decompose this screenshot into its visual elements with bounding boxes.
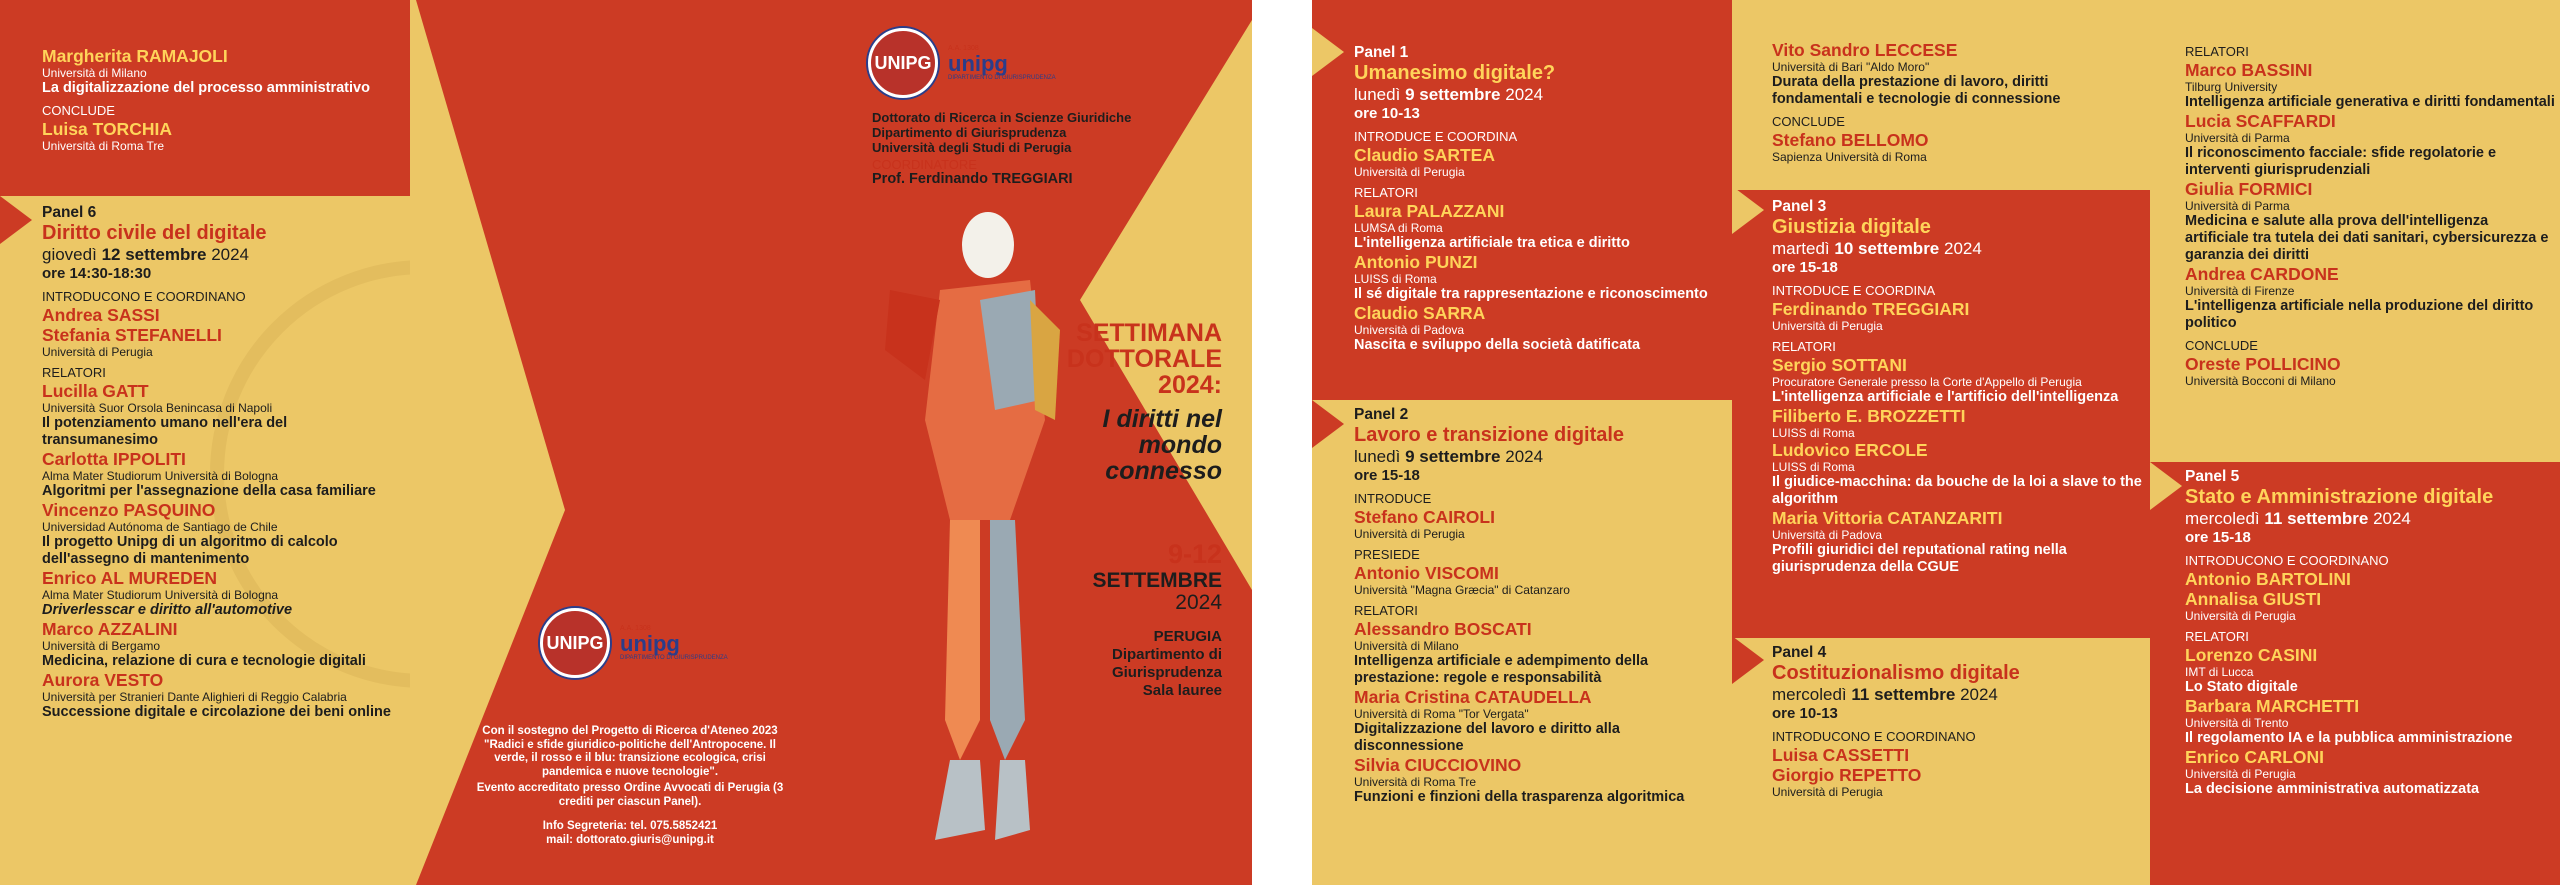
- speakers-label: RELATORI: [42, 365, 106, 380]
- speaker-name: Margherita RAMAJOLI: [42, 46, 228, 66]
- talk-title: La digitalizzazione del processo amministrativo: [42, 80, 370, 96]
- speaker-item: Aurora VESTO Università per Stranieri Dante Alighieri di Reggio Calabria Successione digitale e circolazione dei beni online: [42, 670, 391, 720]
- event-title: SETTIMANA DOTTORALE 2024:: [1066, 319, 1222, 399]
- panel-number: Panel 4: [1772, 644, 1827, 661]
- coordinator-university: Università di Perugia: [1354, 165, 1465, 179]
- speaker-list: [42, 381, 402, 721]
- speaker-item: Antonio PUNZI LUISS di Roma Il sé digitale tra rappresentazione e riconoscimento: [1354, 252, 1708, 302]
- presides-name: Antonio VISCOMI: [1354, 563, 1499, 583]
- panel-time: ore 10-13: [1354, 105, 1420, 122]
- panel2: [1354, 406, 1724, 806]
- panel-date: lunedì 9 settembre 2024: [1354, 447, 1544, 466]
- talk-title: L'intelligenza artificiale e l'artificio dell'intelligenza: [1772, 389, 2119, 405]
- seal-icon: UNIPG: [868, 28, 938, 98]
- speaker-item: Alessandro BOSCATI Università di Milano Intelligenza artificiale e adempimento della prestazione: regole e responsabilità: [1354, 619, 1649, 686]
- panel-time: ore 15-18: [2185, 529, 2251, 546]
- right-column-3: [2150, 0, 2560, 885]
- event-subtitle: I diritti nel mondo connesso: [1102, 405, 1222, 485]
- event-month: SETTEMBRE: [1092, 569, 1222, 592]
- presides-label: PRESIEDE: [1354, 547, 1420, 562]
- coordinator-university: Università di Perugia: [1772, 319, 1883, 333]
- venue-block: PERUGIA Dipartimento di Giurisprudenza Sala lauree: [1111, 628, 1222, 699]
- university-logo: UNIPG A.A. 1308 unipg DIPARTIMENTO DI GIURISPRUDENZA: [540, 608, 728, 678]
- speaker-item: Lorenzo CASINI IMT di Lucca Lo Stato digitale: [2185, 645, 2318, 695]
- speaker-item: Giulia FORMICI Università di Parma Medicina e salute alla prova dell'intelligenza artificiale tra tutela dei dati sanitari, cybersicurezza e garanzia dei diritti: [2185, 179, 2549, 263]
- speaker-item: Vincenzo PASQUINO Universidad Autónoma de Santiago de Chile Il progetto Unipg di un algoritmo di calcolo dell'assegno di mantenimento: [42, 500, 338, 567]
- speaker-university: LUISS di Roma: [1772, 460, 1855, 474]
- coordinator-name: Giorgio REPETTO: [1772, 765, 1922, 785]
- speaker-name: Ludovico ERCOLE: [1772, 440, 1928, 460]
- panel-number: Panel 2: [1354, 406, 1409, 423]
- speakers-label: RELATORI: [1772, 339, 1836, 354]
- conclude-university: Sapienza Università di Roma: [1772, 150, 1927, 164]
- seal-icon: UNIPG: [540, 608, 610, 678]
- conclude-label: CONCLUDE: [2185, 338, 2258, 353]
- conclude-name: Oreste POLLICINO: [2185, 354, 2341, 374]
- panel-arrow: [1732, 186, 1764, 234]
- event-days: 9-12: [1167, 539, 1222, 569]
- panel-time: ore 14:30-18:30: [42, 265, 152, 282]
- panel3: [1772, 198, 2142, 576]
- coordinator-label: COORDINATORE: [872, 157, 977, 172]
- speaker-item: Carlotta IPPOLITI Alma Mater Studiorum Università di Bologna Algoritmi per l'assegnazione della casa familiare: [42, 449, 376, 499]
- panel-arrow: [1312, 28, 1344, 76]
- speakers-label: RELATORI: [1354, 185, 1418, 200]
- panel-title: Lavoro e transizione digitale: [1354, 424, 1625, 446]
- speaker-university: Procuratore Generale presso la Corte d'Appello di Perugia: [1772, 375, 2082, 389]
- coordinator-name: Andrea SASSI: [42, 305, 160, 325]
- conclude-label: CONCLUDE: [42, 103, 115, 118]
- speaker-item: Claudio SARRA Università di Padova Nascita e sviluppo della società datificata: [1354, 303, 1641, 353]
- panel-time: ore 15-18: [1772, 259, 1838, 276]
- unipg-wordmark: unipg: [620, 630, 680, 656]
- panel-number: Panel 3: [1772, 198, 1827, 215]
- speaker-name: Maria Vittoria CATANZARITI: [1772, 508, 2003, 528]
- coordinator-name: Annalisa GIUSTI: [2185, 589, 2322, 609]
- speaker-item: Marco AZZALINI Università di Bergamo Medicina, relazione di cura e tecnologie digitali: [42, 619, 366, 669]
- speaker-item: Barbara MARCHETTI Università di Trento Il regolamento IA e la pubblica amministrazione: [2185, 696, 2513, 746]
- panel2-continued: [1772, 40, 2142, 164]
- panel-time: ore 15-18: [1354, 467, 1420, 484]
- speaker-item: Enrico AL MUREDEN Alma Mater Studiorum Università di Bologna Driverlesscar e diritto all'automotive: [42, 568, 293, 618]
- panel-title: Costituzionalismo digitale: [1772, 662, 2020, 684]
- coordinator-name: Prof. Ferdinando TREGGIARI: [872, 171, 1073, 187]
- info-mail[interactable]: mail: dottorato.giuris@unipg.it: [546, 834, 714, 846]
- speaker-university: LUISS di Roma: [1772, 426, 1855, 440]
- coordinator-university: Università di Perugia: [42, 345, 153, 359]
- speaker-item: Enrico CARLONI Università di Perugia La decisione amministrativa automatizzata: [2185, 747, 2480, 797]
- brochure-outer-side: [0, 0, 1252, 885]
- event-year: 2024: [1175, 591, 1222, 614]
- conclude-label: CONCLUDE: [1772, 114, 1845, 129]
- panel6: [42, 204, 402, 721]
- speaker-university: Università di Padova: [1772, 528, 1883, 542]
- speaker-name: Vito Sandro LECCESE: [1772, 40, 1958, 60]
- intro-label: INTRODUCE: [1354, 491, 1432, 506]
- panel1: [1354, 44, 1724, 354]
- panel-title: Diritto civile del digitale: [42, 222, 267, 244]
- panel-date: giovedì 12 settembre 2024: [42, 245, 250, 264]
- panel6-top-block: [42, 46, 382, 153]
- organizer-line: Università degli Studi di Perugia: [872, 140, 1072, 155]
- organizer-line: Dipartimento di Giurisprudenza: [872, 125, 1067, 140]
- panel-arrow: [0, 196, 32, 244]
- panel-date: martedì 10 settembre 2024: [1772, 239, 1982, 258]
- panel-time: ore 10-13: [1772, 705, 1838, 722]
- conclude-name: Stefano BELLOMO: [1772, 130, 1929, 150]
- organizer-line: Dottorato di Ricerca in Scienze Giuridiche: [872, 110, 1132, 125]
- speaker-item: Lucilla GATT Università Suor Orsola Benincasa di Napoli Il potenziamento umano nell'era del transumanesimo: [42, 381, 288, 448]
- cover-column: [830, 0, 1252, 885]
- conclude-university: Università Bocconi di Milano: [2185, 374, 2336, 388]
- panel-number: Panel 5: [2185, 468, 2240, 485]
- cover-logo: UNIPG A.A. 1308 unipg DIPARTIMENTO DI GIURISPRUDENZA: [868, 28, 1056, 98]
- organizer-block: [872, 110, 1232, 187]
- coordinator-university: Università di Perugia: [2185, 609, 2296, 623]
- coordinator-name: Stefania STEFANELLI: [42, 325, 222, 345]
- speaker-item: Silvia CIUCCIOVINO Università di Roma Tre Funzioni e finzioni della trasparenza algoritmica: [1354, 755, 1685, 805]
- speaker-name: Filiberto E. BROZZETTI: [1772, 406, 1966, 426]
- panel-arrow: [2150, 462, 2182, 510]
- conclude-university: Università di Roma Tre: [42, 139, 165, 153]
- panel-date: mercoledì 11 settembre 2024: [1772, 685, 1998, 704]
- presides-university: Università "Magna Græcia" di Catanzaro: [1354, 583, 1570, 597]
- speaker-university: Università di Bari "Aldo Moro": [1772, 60, 1930, 74]
- panel5: [2185, 468, 2555, 798]
- intro-label: INTRODUCE E COORDINA: [1354, 129, 1518, 144]
- panel-number: Panel 6: [42, 204, 97, 221]
- intro-label: INTRODUCE E COORDINA: [1772, 283, 1936, 298]
- coordinator-name: Claudio SARTEA: [1354, 145, 1495, 165]
- talk-title: Profili giuridici del reputational rating nella giurisprudenza della CGUE: [1772, 542, 2067, 575]
- intro-label: INTRODUCONO E COORDINANO: [42, 289, 246, 304]
- intro-university: Università di Perugia: [1354, 527, 1465, 541]
- brochure-inner-side: [1312, 0, 2560, 885]
- speaker-item: Lucia SCAFFARDI Università di Parma Il riconoscimento facciale: sfide regolatorie e interventi giurisprudenziali: [2185, 111, 2497, 178]
- panel-title: Umanesimo digitale?: [1354, 62, 1556, 84]
- intro-label: INTRODUCONO E COORDINANO: [2185, 553, 2389, 568]
- speakers-label: RELATORI: [1354, 603, 1418, 618]
- panel-title: Stato e Amministrazione digitale: [2185, 486, 2494, 508]
- speaker-item: Marco BASSINI Tilburg University Intelligenza artificiale generativa e diritti fondamentali: [2185, 60, 2555, 110]
- coordinator-name: Ferdinando TREGGIARI: [1772, 299, 1970, 319]
- info-phone: Info Segreteria: tel. 075.5852421: [542, 820, 718, 832]
- speakers-label: RELATORI: [2185, 44, 2249, 59]
- right-column-1: [1312, 0, 1732, 885]
- conclude-name: Luisa TORCHIA: [42, 119, 172, 139]
- speaker-item: Laura PALAZZANI LUMSA di Roma L'intelligenza artificiale tra etica e diritto: [1354, 201, 1630, 251]
- talk-title: Il giudice-macchina: da bouche de la loi a slave to the algorithm: [1772, 474, 2142, 507]
- accreditation-note: Evento accreditato presso Ordine Avvocati di Perugia (3 crediti per ciascun Panel).: [476, 782, 784, 808]
- speaker-item: Maria Cristina CATAUDELLA Università di Roma "Tor Vergata" Digitalizzazione del lavoro e diritto alla disconnessione: [1354, 687, 1620, 754]
- panel4: [1772, 644, 2142, 799]
- panel-arrow: [1312, 400, 1344, 448]
- speakers-label: RELATORI: [2185, 629, 2249, 644]
- panel4-continued: [2185, 44, 2555, 388]
- left-column-1: [0, 0, 410, 885]
- panel-arrow: [1732, 636, 1764, 684]
- panel-date: mercoledì 11 settembre 2024: [2185, 509, 2411, 528]
- panel-title: Giustizia digitale: [1772, 216, 1931, 238]
- panel-date: lunedì 9 settembre 2024: [1354, 85, 1544, 104]
- talk-title: Durata della prestazione di lavoro, diritti fondamentali e tecnologie di connessione: [1772, 74, 2061, 107]
- intro-label: INTRODUCONO E COORDINANO: [1772, 729, 1976, 744]
- intro-name: Stefano CAIROLI: [1354, 507, 1495, 527]
- coordinator-name: Antonio BARTOLINI: [2185, 569, 2351, 589]
- panel-number: Panel 1: [1354, 44, 1409, 61]
- right-column-2: [1732, 0, 2150, 885]
- coordinator-university: Università di Perugia: [1772, 785, 1883, 799]
- speaker-item: Andrea CARDONE Università di Firenze L'intelligenza artificiale nella produzione del diritto politico: [2185, 264, 2534, 331]
- speaker-name: Sergio SOTTANI: [1772, 355, 1907, 375]
- support-note: Con il sostegno del Progetto di Ricerca d'Ateneo 2023 "Radici e sfide giuridico-politiche dell'Antropocene. Il verde, il rosso e il blu: transizione ecologica, crisi pandemica e nuove tecnologie".: [482, 725, 778, 778]
- left-column-2: [410, 0, 830, 885]
- coordinator-name: Luisa CASSETTI: [1772, 745, 1910, 765]
- speaker-university: Università di Milano: [42, 66, 147, 80]
